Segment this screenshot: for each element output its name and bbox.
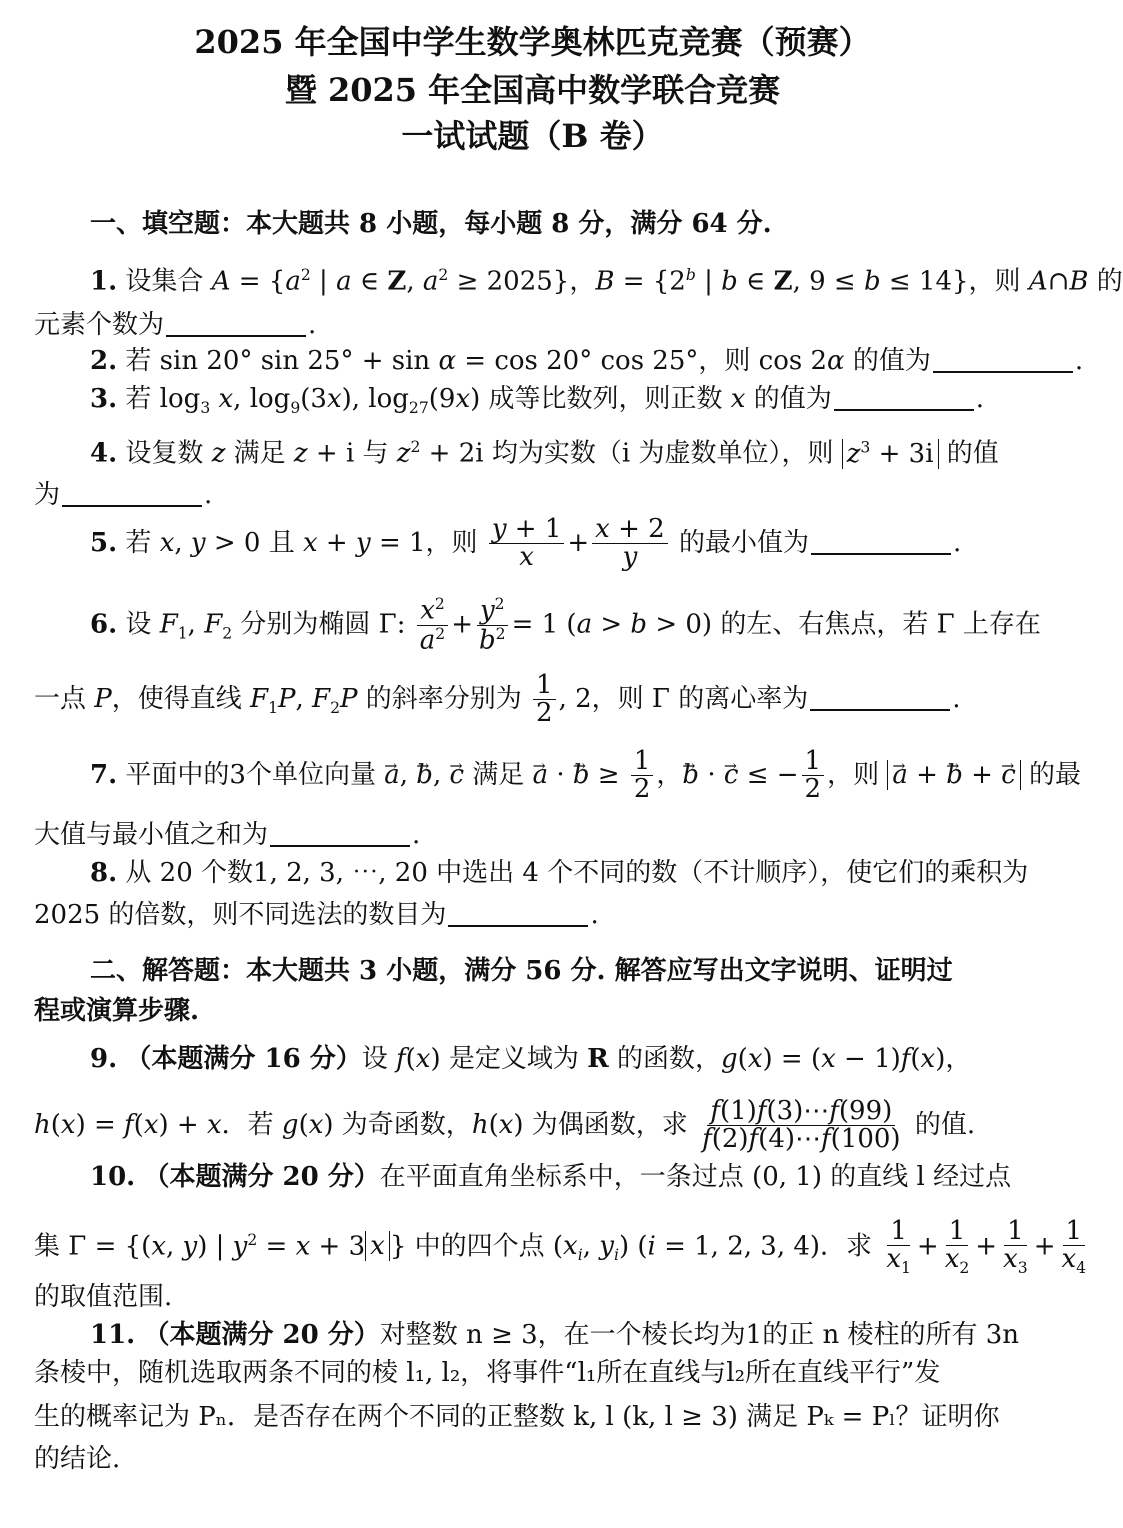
fraction: $\frac{1}{2}$	[631, 748, 654, 804]
section-1-heading: 一、填空题：本大题共 8 小题，每小题 8 分，满分 64 分.	[90, 209, 772, 239]
section-2-heading-cont: 程或演算步骤.	[34, 996, 200, 1026]
question-score: （本题满分 20 分）	[143, 1320, 380, 1350]
question-9-tail: h(x) = f(x) + x．若 g(x) 为奇函数，h(x) 为偶函数，求 $\frac{f(1)f(3)\cdots f(99)}{f(2)f(4)\cdots f(100)}$ 的值.	[34, 1096, 976, 1155]
section-2-heading: 二、解答题：本大题共 3 小题，满分 56 分. 解答应写出文字说明、证明过	[90, 956, 953, 986]
question-number: 8.	[90, 858, 118, 888]
title-line-3: 一试试题（B 卷）	[401, 117, 664, 155]
answer-blank[interactable]	[166, 335, 306, 337]
title-line-2: 暨 2025 年全国高中数学联合竞赛	[284, 71, 781, 109]
question-1-tail: 元素个数为 .	[34, 310, 317, 340]
answer-blank[interactable]	[811, 553, 951, 555]
answer-blank[interactable]	[834, 409, 974, 411]
question-score: （本题满分 20 分）	[143, 1162, 380, 1192]
question-8-tail: 2025 的倍数，则不同选法的数目为 .	[34, 900, 599, 930]
question-number: 7.	[90, 759, 118, 790]
question-2: 2. 若 sin 20° sin 25° + sin α = cos 20° cos 25°，则 cos 2α 的值为 .	[90, 346, 1084, 376]
question-number: 9.	[90, 1044, 118, 1074]
title-line-1: 2025 年全国中学生数学奥林匹克竞赛（预赛）	[194, 23, 871, 61]
answer-blank[interactable]	[933, 371, 1073, 373]
question-11-line-3: 生的概率记为 Pₙ．是否存在两个不同的正整数 k, l (k, l ≥ 3) 满足 Pₖ = Pₗ？证明你	[34, 1402, 1000, 1432]
question-number: 5.	[90, 527, 118, 558]
question-10-tail: 的取值范围.	[34, 1282, 173, 1312]
question-score: （本题满分 16 分）	[125, 1044, 362, 1074]
question-number: 1.	[90, 266, 118, 297]
fraction: $\frac{x + 2}{y}$	[592, 516, 668, 572]
question-6: 6. 设 $F_1$, $F_2$ 分别为椭圆 Γ: $\frac{x^2}{a^2}$ + $\frac{y^2}{b^2}$ = 1 (a > b > 0) 的左、右焦点，若 Γ 上存在	[90, 595, 1041, 656]
question-text: 在平面直角坐标系中，一条过点 (0, 1) 的直线 l 经过点	[379, 1162, 1012, 1192]
question-9: 9. （本题满分 16 分）设 f(x) 是定义域为 R 的函数，g(x) = (x − 1)f(x)，	[90, 1044, 972, 1074]
question-text: 2025 的倍数，则不同选法的数目为	[34, 900, 447, 930]
fraction: $\frac{1}{2}$	[802, 748, 825, 804]
question-number: 10.	[90, 1162, 136, 1192]
fraction: $\frac{x^2}{a^2}$	[417, 596, 448, 655]
question-number: 6.	[90, 609, 118, 640]
fraction: $\frac{1}{x_2}$	[944, 1216, 970, 1278]
fraction: $\frac{1}{x_3}$	[1003, 1216, 1028, 1278]
question-7: 7. 平面中的3个单位向量 → a, → b, → c 满足 → a · → b ≥ $\frac{1}{2}$ ，→ b · → c ≤ − $\frac{1}{2}$ ，则 → a + → b + → c 的最	[90, 748, 1081, 804]
question-8	[90, 856, 1028, 890]
question-11-line-2: 条棱中，随机选取两条不同的棱 l₁, l₂，将事件“l₁所在直线与l₂所在直线平行”发	[34, 1358, 941, 1388]
question-text: 从 20 个数1, 2, 3, ⋯, 20 中选出 4 个不同的数（不计顺序），使它们的乘积为	[125, 858, 1029, 888]
question-3: 3. 若 $\log_3 x$, $\log_9(3x)$, $\log_{27}(9x)$ 成等比数列，则正数 x 的值为 .	[90, 384, 984, 418]
question-5: 5. 若 x, y > 0 且 x + y = 1，则 $\frac{y + 1}{x}$ + $\frac{x + 2}{y}$ 的最小值为 .	[90, 514, 962, 573]
answer-blank[interactable]	[448, 925, 588, 927]
question-number: 2.	[90, 346, 118, 376]
question-4: 4. 设复数 z 满足 z + i 与 $z^2 + 2i$ 均为实数（i 为虚数单位），则 $z^3 + 3i$ 的值	[90, 438, 999, 469]
question-text: 元素个数为	[34, 310, 165, 340]
question-number: 3.	[90, 384, 118, 414]
question-number: 11.	[90, 1320, 136, 1350]
question-number: 4.	[90, 438, 118, 469]
fraction: $\frac{f(1)f(3)\cdots f(99)}{f(2)f(4)\cdots f(100)}$	[702, 1096, 901, 1155]
question-11	[90, 1318, 1019, 1352]
answer-blank[interactable]	[810, 709, 950, 711]
question-6-tail: 一点 P，使得直线 $F_1P$, $F_2P$ 的斜率分别为 $\frac{1}{2}$ , 2，则 Γ 的离心率为 .	[34, 670, 961, 729]
fraction: $\frac{y + 1}{x}$	[489, 516, 565, 572]
question-10-line-2: 集 Γ = {(x, y) | $y^2 = x + 3$ x } 中的四个点 ($x_i$, $y_i$) (i = 1, 2, 3, 4)．求 $\frac{1}{x_1}$ + $\frac{1}{x_2}$ + $\frac{1}{x_3}$ + $\frac{1}{x_4}$	[34, 1218, 1092, 1277]
question-text: 对整数 n ≥ 3，在一个棱长均为1的正 n 棱柱的所有 3n	[379, 1320, 1020, 1350]
fraction: $\frac{1}{2}$	[533, 672, 556, 728]
answer-blank[interactable]	[270, 845, 410, 847]
question-7-tail: 大值与最小值之和为 .	[34, 820, 421, 850]
question-text: 大值与最小值之和为	[34, 820, 269, 850]
question-4-tail: 为 .	[34, 480, 213, 510]
question-text: 为	[34, 480, 61, 510]
answer-blank[interactable]	[62, 505, 202, 507]
fraction: $\frac{1}{x_1}$	[886, 1216, 911, 1278]
fraction: $\frac{y^2}{b^2}$	[476, 596, 509, 655]
question-10	[90, 1160, 1011, 1194]
question-11-tail: 的结论.	[34, 1444, 121, 1474]
fraction: $\frac{1}{x_4}$	[1061, 1216, 1087, 1278]
question-1: 1. 设集合 $A = \{a^2$ | a ∈ Z, $a^2 \ge 2025$}，$B = \{2^b$ | b ∈ Z, 9 ≤ b ≤ 14}，则 A∩B 的	[90, 266, 1123, 297]
